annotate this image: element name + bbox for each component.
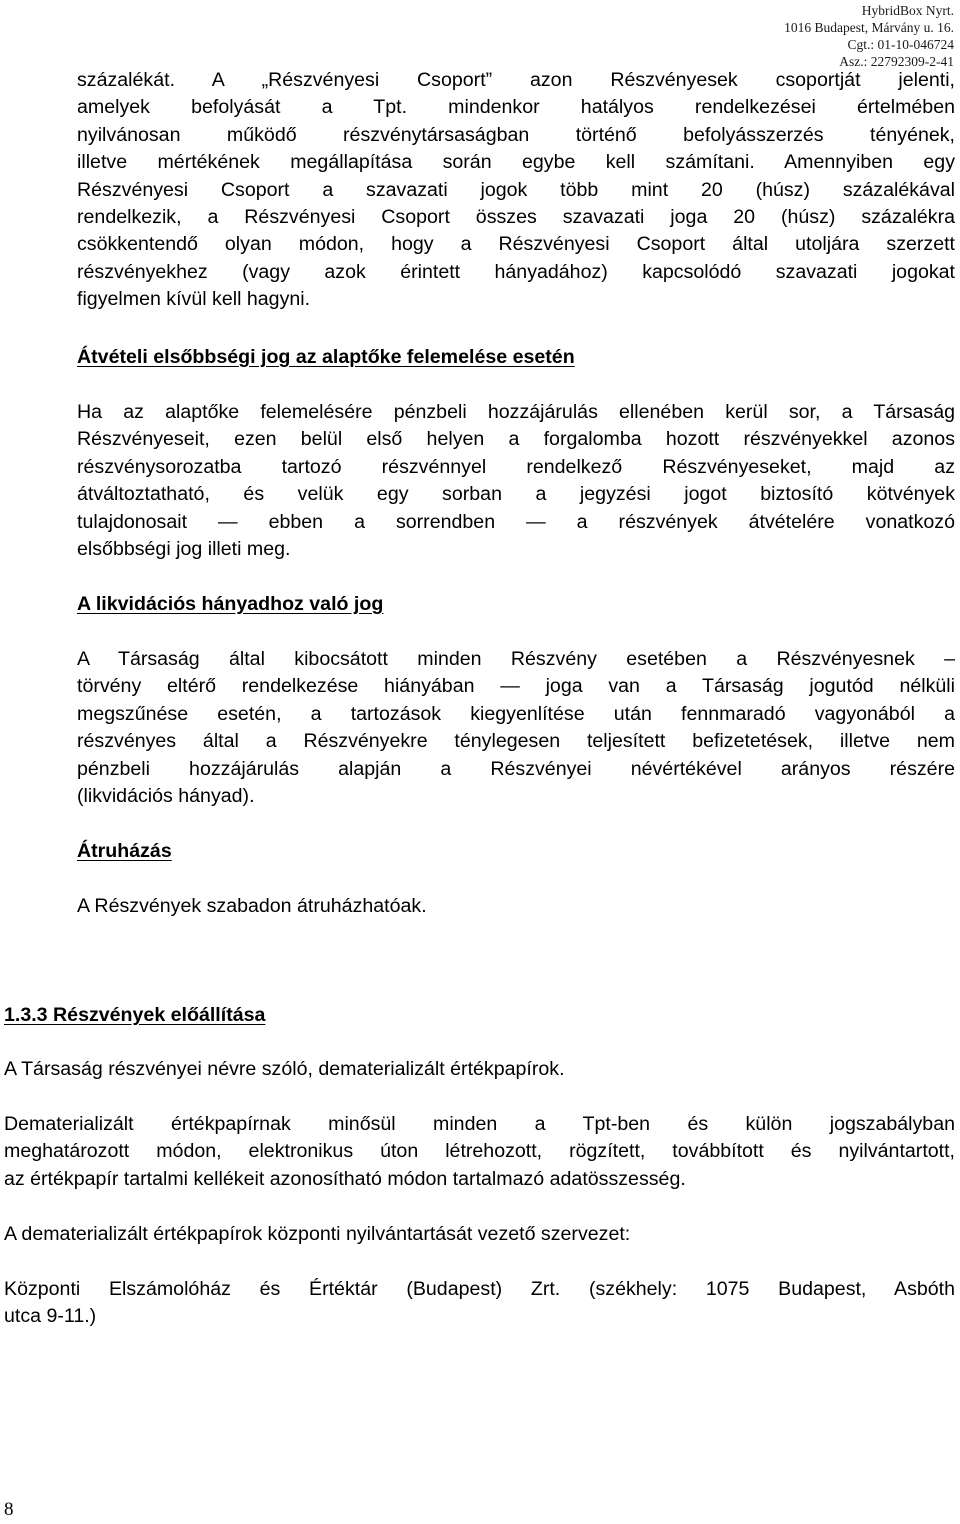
- intro-line: illetve mértékének megállapítása során egybe kell számítani. Amennyiben egy: [77, 151, 955, 174]
- preemption-line: tulajdonosait — ebben a sorrendben — a részvények átvételére vonatkozó: [77, 510, 955, 533]
- preemption-heading: Átvételi elsőbbségi jog az alaptőke felemelése esetén: [77, 346, 575, 368]
- intro-paragraph: [77, 67, 955, 314]
- intro-line: részvényekhez (vagy azok érintett hányadához) kapcsolódó szavazati jogokat: [77, 260, 955, 283]
- section-133-p2-line: az értékpapír tartalmi kellékeit azonosítható módon tartalmazó adatösszesség.: [4, 1167, 686, 1190]
- section-133-p4-line: utca 9-11.): [4, 1305, 97, 1328]
- intro-line: nyilvánosan működő részvénytársaságban történő befolyásszerzés tényének,: [77, 123, 955, 146]
- section-133-p2: [4, 1111, 955, 1193]
- stamp-registry: Cgt.: 01-10-046724: [847, 37, 954, 52]
- stamp-company: HybridBox Nyrt.: [861, 3, 954, 18]
- section-133-p4-line: Központi Elszámolóház és Értéktár (Budapest) Zrt. (székhely: 1075 Budapest, Asbóth: [4, 1278, 955, 1300]
- liquidation-line: törvény eltérő rendelkezése hiányában — joga van a Társaság jogutód nélküli: [77, 675, 955, 698]
- transfer-heading: Átruházás: [77, 840, 172, 862]
- liquidation-heading: A likvidációs hányadhoz való jog: [77, 593, 384, 615]
- intro-line: Részvényesi Csoport a szavazati jogok több mint 20 (húsz) százalékával: [77, 178, 955, 201]
- section-133-p4: [4, 1276, 955, 1331]
- section-133-p3: A dematerializált értékpapírok központi nyilvántartását vezető szervezet:: [4, 1223, 631, 1245]
- page-number: 8: [4, 1499, 14, 1520]
- section-133-heading: 1.3.3 Részvények előállítása: [4, 1004, 266, 1026]
- section-133-p2-line: Dematerializált értékpapírnak minősül minden a Tpt-ben és külön jogszabályban: [4, 1113, 955, 1135]
- intro-line: amelyek befolyását a Tpt. mindenkor hatályos rendelkezései értelmében: [77, 96, 955, 119]
- transfer-text: A Részvények szabadon átruházhatóak.: [77, 895, 427, 917]
- preemption-paragraph: [77, 399, 955, 563]
- preemption-line: Ha az alaptőke felemelésére pénzbeli hozzájárulás ellenében kerül sor, a Társaság: [77, 401, 955, 423]
- intro-line: figyelmen kívül kell hagyni.: [77, 288, 311, 311]
- intro-line: rendelkezik, a Részvényesi Csoport összes szavazati joga 20 (húsz) százalékra: [77, 205, 955, 228]
- preemption-line: részvénysorozatba tartozó részvénnyel rendelkező Részvényeseket, majd az: [77, 455, 955, 478]
- liquidation-line: részvényes által a Részvényekre ténylegesen teljesített befizetetések, illetve nem: [77, 730, 955, 753]
- stamp-tax: Asz.: 22792309-2-41: [839, 54, 954, 69]
- preemption-line: Részvényeseit, ezen belül első helyen a forgalomba hozott részvényekkel azonos: [77, 428, 955, 451]
- intro-line: csökkentendő olyan módon, hogy a Részvényesi Csoport által utoljára szerzett: [77, 233, 955, 256]
- liquidation-line: (likvidációs hányad).: [77, 784, 255, 807]
- header-stamp: [724, 2, 954, 70]
- liquidation-line: megszűnése esetén, a tartozások kiegyenlítése után fennmaradó vagyonából a: [77, 702, 955, 725]
- intro-line: százalékát. A „Részvényesi Csoport” azon Részvényesek csoportját jelenti,: [77, 69, 955, 91]
- stamp-address: 1016 Budapest, Márvány u. 16.: [784, 20, 954, 35]
- liquidation-line: A Társaság által kibocsátott minden Részvény esetében a Részvényesnek –: [77, 648, 955, 670]
- preemption-line: elsőbbségi jog illeti meg.: [77, 537, 291, 560]
- liquidation-line: pénzbeli hozzájárulás alapján a Részvényei névértékével arányos részére: [77, 757, 955, 780]
- preemption-line: átváltoztatható, és velük egy sorban a jegyzési jogot biztosító kötvények: [77, 483, 955, 506]
- section-133-p1: A Társaság részvényei névre szóló, dematerializált értékpapírok.: [4, 1058, 565, 1080]
- section-133-p2-line: meghatározott módon, elektronikus úton létrehozott, rögzített, továbbított és nyilvántartott,: [4, 1140, 955, 1163]
- liquidation-paragraph: [77, 646, 955, 810]
